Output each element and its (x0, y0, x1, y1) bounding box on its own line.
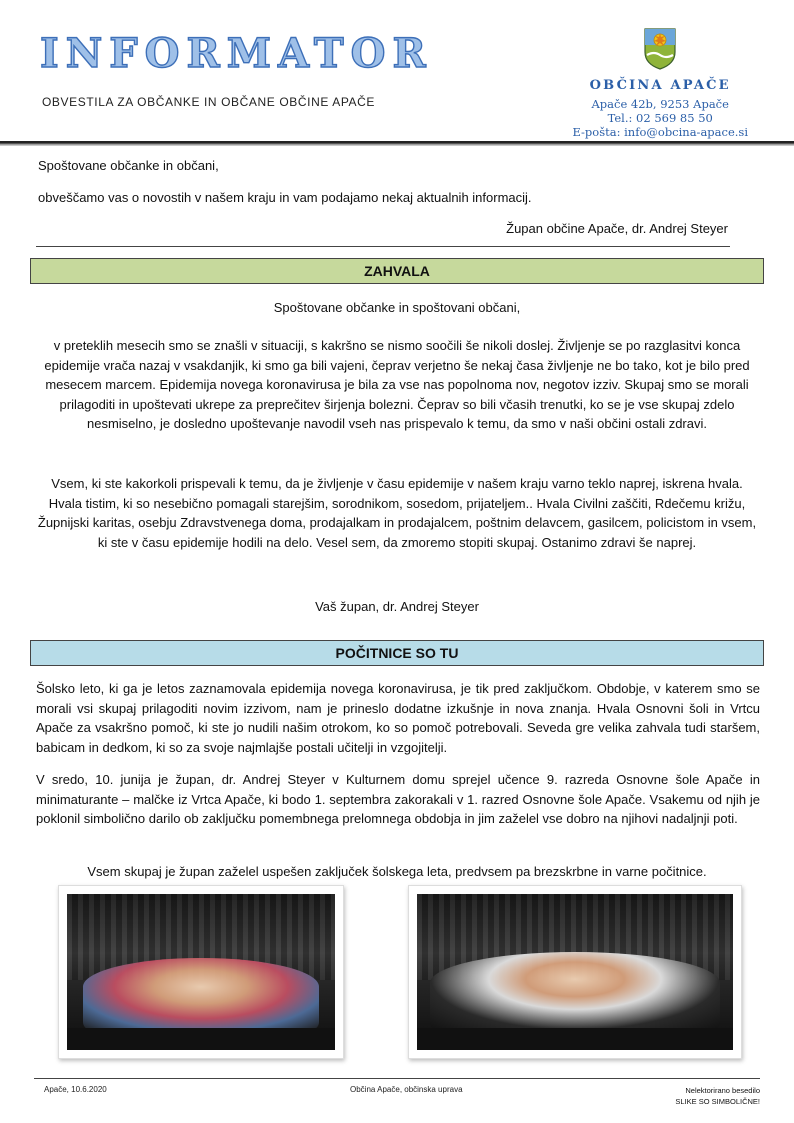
zahvala-heading: ZAHVALA (30, 258, 764, 284)
photo-kindergarten-group (58, 885, 344, 1059)
zahvala-paragraph-2: Vsem, ki ste kakorkoli prispevali k temu, da je življenje v času epidemije v našem kraju varno teklo naprej, iskrena hvala. Hvala tistim, ki so nesebično pomagali starejšim, sorodnikom, sosedom, prijateljem.. Hvala Civilni zaščiti, Rdečemu križu, Župnijski karitas, osebju Zdravstvenega doma, prodajalkam in prodajalcem, poštnim delavcem, gasilcem, policistom in vsem, ki ste v času epidemije hodili na delo. Vesel sem, da zmoremo stopiti skupaj. Ostanimo zdravi še naprej. (37, 476, 757, 550)
footer-notes (675, 1085, 760, 1107)
intro-divider (36, 246, 730, 247)
coat-of-arms-icon (644, 28, 676, 70)
footer-date: Apače, 10.6.2020 (44, 1085, 107, 1094)
municipality-phone: Tel.: 02 569 85 50 (607, 111, 713, 125)
intro-text: obveščamo vas o novostih v našem kraju in vam podajamo nekaj aktualnih informacij. (38, 190, 532, 205)
municipality-address: Apače 42b, 9253 Apače (591, 97, 729, 111)
pocitnice-paragraph-2: V sredo, 10. junija je župan, dr. Andrej Steyer v Kulturnem domu sprejel učence 9. razreda Osnovne šole Apače in minimaturante – malčke iz Vrtca Apače, ki bodo 1. septembra zakorakali v 1. razred Osnovne šole Apače. Vsakemu od njih je poklonil simbolično darilo ob zaključku pomembnega prelomnega obdobja in jim zaželel vse dobro na njihovi nadaljnji poti. (36, 772, 760, 827)
pocitnice-heading: POČITNICE SO TU (30, 640, 764, 666)
zahvala-salutation: Spoštovane občanke in spoštovani občani, (273, 300, 521, 315)
pocitnice-paragraph-1: Šolsko leto, ki ga je letos zaznamovala epidemija novega koronavirusa, je tik pred zaključkom. Obdobje, v katerem smo se morali vsi skupaj prilagoditi novim izzivom, nam je prineslo dodatne izkušnje in nova znanja. Hvala Osnovni šoli in Vrtcu Apače za vsakršno pomoč, ki ste jo nudili našim otrokom, ko so pomoč potrebovali. Seveda gre velika zahvala tudi staršem, babicam in dedkom, ki so za svoje najmlajše postali učitelji in vzgojitelji. (36, 681, 760, 755)
photo-ninth-grade-group (408, 885, 742, 1059)
zahvala-paragraph-1: v preteklih mesecih smo se znašli v situaciji, s kakršno se nismo soočili še nikoli doslej. Življenje se po razglasitvi konca epidemije vrača nazaj v vsakdanjik, ki smo ga bili vajeni, čeprav verjetno še nekaj časa življenje ne bo tako, kot je bilo pred mesecem marcem. Epidemija novega koronavirusa je bila za vse nas popolnoma nov, negotov izziv. Skupaj smo se morali prilagoditi in upoštevati ukrepe za preprečitev širjenja bolezni. Čeprav so bili včasih trenutki, ko se je vse skupaj zdelo nesmiselno, je dosledno upoštevanje navodil vseh nas prispevalo k temu, da smo v naši občini ostali zdravi. (44, 338, 750, 432)
pocitnice-paragraph-3: Vsem skupaj je župan zaželel uspešen zaključek šolskega leta, predvsem pa brezskrbne in varne počitnice. (87, 864, 707, 879)
zahvala-signature: Vaš župan, dr. Andrej Steyer (315, 599, 479, 614)
newsletter-subtitle: OBVESTILA ZA OBČANKE IN OBČANE OBČINE APAČE (42, 95, 376, 109)
footer-publisher: Občina Apače, občinska uprava (350, 1085, 463, 1094)
footer-note-symbolic: SLIKE SO SIMBOLIČNE! (675, 1097, 760, 1106)
footer-note-unedited: Nelektorirano besedilo (685, 1086, 760, 1095)
intro-greeting: Spoštovane občanke in občani, (38, 158, 219, 173)
municipality-email[interactable]: E-pošta: info@obcina-apace.si (572, 125, 748, 139)
footer-divider (34, 1078, 760, 1079)
municipality-name: OBČINA APAČE (589, 78, 731, 93)
newsletter-title: INFORMATOR (40, 30, 433, 77)
intro-signature: Župan občine Apače, dr. Andrej Steyer (506, 221, 728, 236)
header-divider (0, 141, 794, 146)
municipality-contact (572, 78, 748, 139)
